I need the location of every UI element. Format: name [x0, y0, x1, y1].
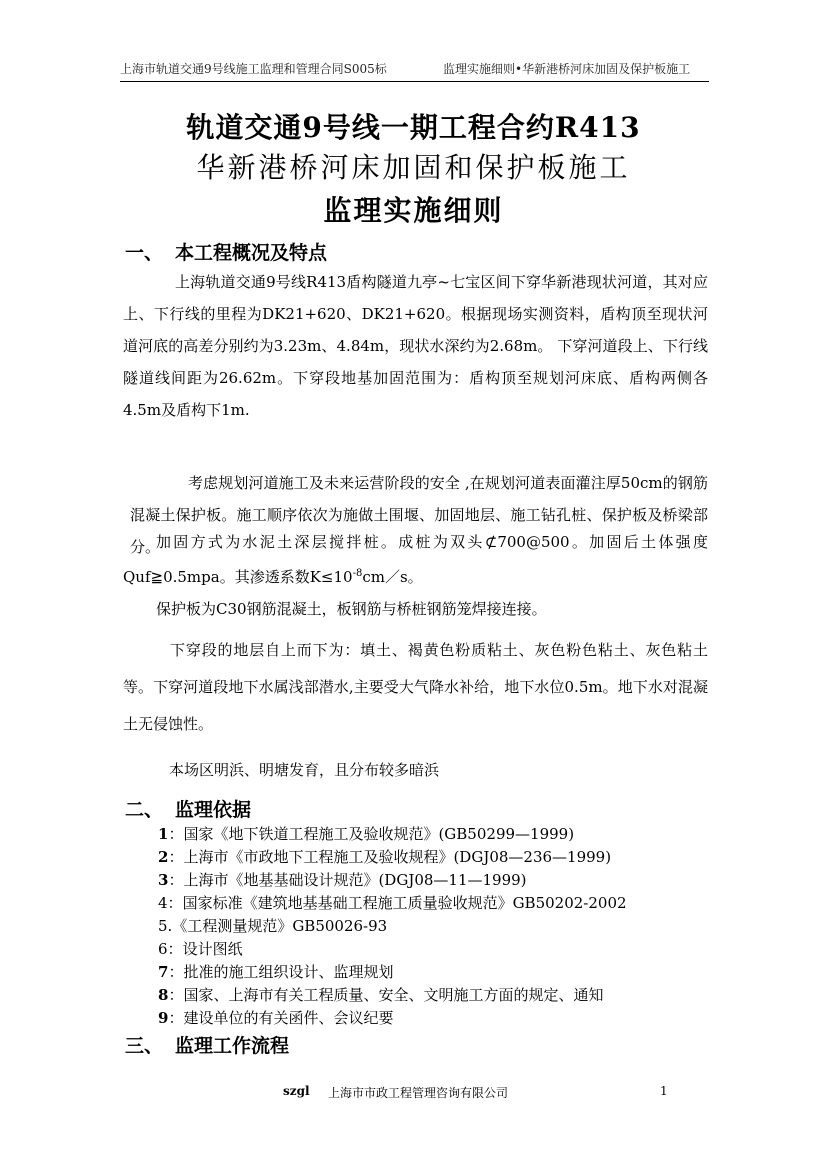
- paragraph-site: 本场区明浜、明塘发育，且分布较多暗浜: [169, 761, 440, 779]
- list-item: 2：上海市《市政地下工程施工及验收规程》(DGJ08—236—1999): [158, 848, 612, 866]
- list-item: 3：上海市《地基基础设计规范》(DGJ08—11—1999): [158, 871, 527, 889]
- diameter-symbol-icon: ⊄: [484, 533, 498, 551]
- section-1-title: 本工程概况及特点: [175, 242, 328, 264]
- reinforcement-exponent: -8: [352, 568, 363, 579]
- basis-list: [158, 823, 627, 1030]
- reinforcement-text-c: cm／s。: [362, 568, 423, 586]
- section-2-number: 二、: [125, 799, 164, 821]
- paragraph-protection-slab: 保护板为C30钢筋混凝土，板钢筋与桥桩钢筋笼焊接连接。: [156, 600, 547, 618]
- footer-company: 上海市市政工程管理咨询有限公司: [328, 1086, 509, 1100]
- list-item: 8：国家、上海市有关工程质量、安全、文明施工方面的规定、通知: [158, 986, 604, 1004]
- header-divider: [120, 81, 709, 82]
- header-left: 上海市轨道交通9号线施工监理和管理合同S005标: [120, 62, 387, 76]
- paragraph-strata: 下穿段的地层自上而下为：填土、褐黄色粉质粘土、灰色粉色粘土、灰色粘土等。下穿河道段地下水属浅部潜水,主要受大气降水补给，地下水位0.5m。地下水对混凝土无侵蚀性。: [123, 641, 708, 733]
- section-2-title: 监理依据: [175, 799, 252, 821]
- section-3-heading: [125, 1031, 289, 1058]
- list-item: 6：设计图纸: [158, 940, 243, 958]
- section-2-heading: [125, 795, 251, 822]
- list-item: 9：建设单位的有关函件、会议纪要: [158, 1009, 394, 1027]
- list-item: 5.《工程测量规范》GB50026-93: [158, 917, 388, 935]
- paragraph-safety: 考虑规划河道施工及未来运营阶段的安全 ,在规划河道表面灌注厚50cm的钢筋混凝土保护板。施工顺序依次为施做土围堰、加固地层、施工钻孔桩、保护板及桥梁部分。: [130, 474, 708, 556]
- section-3-title: 监理工作流程: [175, 1035, 290, 1057]
- paragraph-overview: 上海轨道交通9号线R413盾构隧道九亭~七宝区间下穿华新港现状河道，其对应上、下行线的里程为DK21+620、DK21+620。根据现场实测资料，盾构顶至现状河道河底的高差分别约为3.23m、4.84m，现状水深约为2.68m。 下穿河道段上、下行线隧道线间距为26.62m。下穿段地基加固范围为：盾构顶至规划河床底、盾构两侧各4.5m及盾构下1m.: [123, 273, 708, 419]
- doc-title-line3: 监理实施细则: [323, 194, 504, 227]
- header-right: 监理实施细则•华新港桥河床加固及保护板施工: [443, 62, 691, 76]
- section-1-heading: [125, 238, 327, 265]
- list-item: 7：批准的施工组织设计、监理规划: [158, 963, 394, 981]
- page-number: 1: [660, 1084, 668, 1098]
- list-item: 1：国家《地下铁道工程施工及验收规范》(GB50299—1999): [158, 825, 575, 843]
- reinforcement-text-a: 加固方式为水泥土深层搅拌桩。成桩为双头: [156, 533, 485, 551]
- section-1-number: 一、: [125, 242, 164, 264]
- paragraph-reinforcement: [123, 526, 708, 593]
- doc-title-line1: 轨道交通9号线一期工程合约R413: [186, 111, 641, 144]
- doc-title-line2: 华新港桥河床加固和保护板施工: [196, 151, 631, 184]
- section-3-number: 三、: [125, 1035, 164, 1057]
- footer-code: szgl: [283, 1084, 310, 1098]
- reinforcement-text-b: 700@500。加固后土体强度Quf≧0.5mpa。其渗透系数K≤10: [123, 533, 708, 586]
- list-item: 4：国家标准《建筑地基基础工程施工质量验收规范》GB50202-2002: [158, 894, 627, 912]
